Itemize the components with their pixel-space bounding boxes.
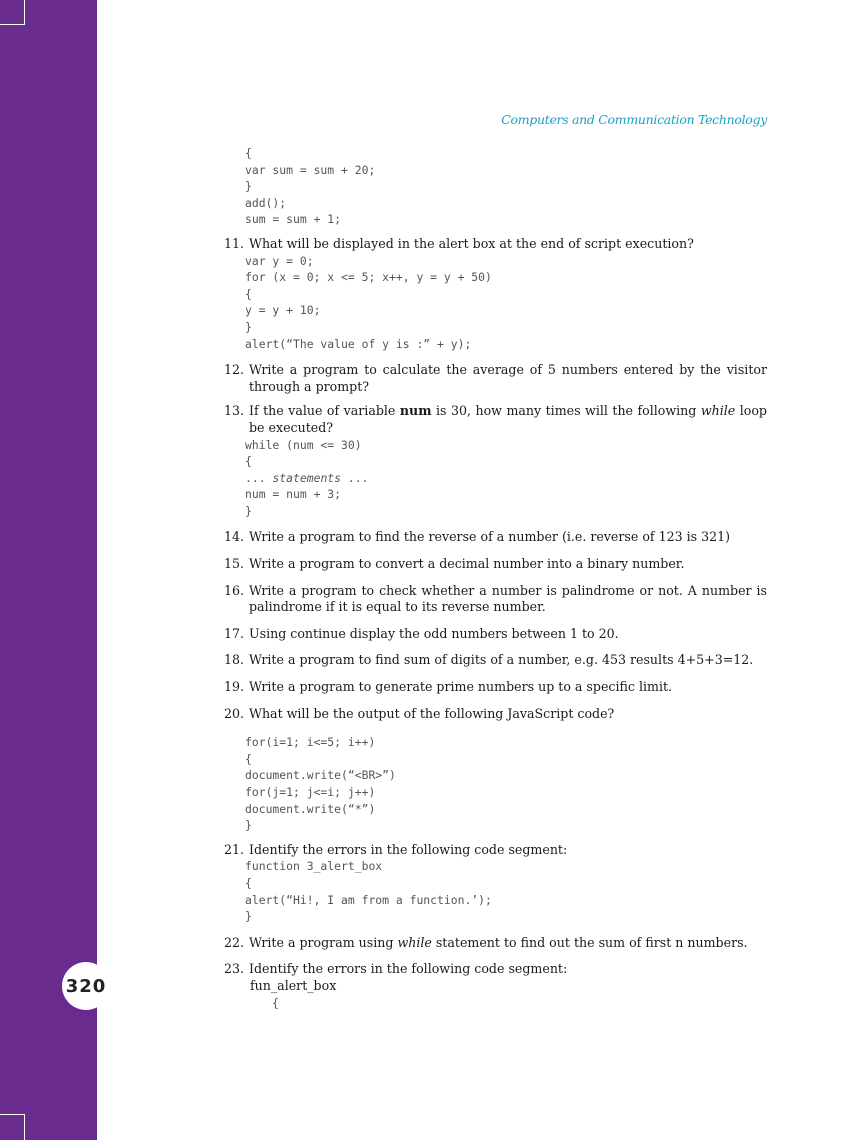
question-22 xyxy=(224,935,767,952)
question-15 xyxy=(224,556,767,573)
code-italic: statements xyxy=(272,470,342,485)
question-18 xyxy=(224,652,767,669)
question-number: 11. xyxy=(224,235,245,251)
question-text: Identify the errors in the following code segment: xyxy=(249,961,568,977)
question-number: 20. xyxy=(224,705,245,721)
text-run: loop be executed? xyxy=(249,403,767,435)
code-line: document.write(“<BR>”) xyxy=(245,768,396,783)
code-block-11 xyxy=(224,253,767,353)
code-line: for(j=1; j<=i; j++) xyxy=(245,785,376,799)
text-run: If the value of variable xyxy=(249,403,400,419)
question-text: What will be the output of the following JavaScript code? xyxy=(249,705,615,721)
code-line: num = num + 3; xyxy=(245,487,342,502)
code-line: for(i=1; i<=5; i++) xyxy=(245,735,376,750)
question-number: 15. xyxy=(224,556,245,572)
running-header: Computers and Communication Technology xyxy=(501,112,767,127)
code-line: { xyxy=(245,286,252,301)
code-line: for (x = 0; x <= 5; x++, y = y + 50) xyxy=(245,270,492,285)
text-run: Write a program using xyxy=(249,934,398,950)
code-line: { xyxy=(245,454,252,469)
question-text: Write a program to generate prime numbers up to a specific limit. xyxy=(249,679,673,695)
question-text xyxy=(249,935,767,952)
code-line: alert(“The value of y is :” + y); xyxy=(245,336,472,351)
question-21 xyxy=(224,842,767,859)
bold-term: num xyxy=(399,403,432,419)
code-line-brace: { xyxy=(272,995,279,1010)
code-block-13 xyxy=(224,437,767,520)
code-line: add(); xyxy=(245,195,287,210)
code-block-20 xyxy=(224,734,767,834)
question-16 xyxy=(224,583,767,616)
question-text: Write a program to check whether a number is palindrome or not. A number is palindrome if it is equal to its reverse number. xyxy=(249,582,767,615)
question-23 xyxy=(224,961,767,978)
code-line: function 3_alert_box xyxy=(245,859,383,874)
question-number: 17. xyxy=(224,625,245,641)
text-run: is 30, how many times will the following xyxy=(431,403,701,419)
italic-term: while xyxy=(700,403,736,419)
crop-mark-bottom xyxy=(0,1114,25,1141)
question-text: Write a program to convert a decimal number into a binary number. xyxy=(249,556,685,572)
question-number: 21. xyxy=(224,841,245,857)
question-text: Write a program to calculate the average of 5 numbers entered by the visitor through a prompt? xyxy=(249,362,767,394)
code-line-plain: fun_alert_box xyxy=(250,977,337,993)
question-text: Write a program to find the reverse of a number (i.e. reverse of 123 is 321) xyxy=(249,529,731,545)
question-text: Using continue display the odd numbers between 1 to 20. xyxy=(249,625,619,641)
code-block-top xyxy=(224,145,767,228)
crop-mark-top xyxy=(0,0,25,25)
code-line: { xyxy=(245,875,252,890)
code-line: alert(“Hi!, I am from a function.’); xyxy=(245,892,492,907)
code-line: var sum = sum + 20; xyxy=(245,162,376,177)
page-number-badge xyxy=(62,962,110,1010)
question-number: 18. xyxy=(224,652,245,668)
code-line: } xyxy=(245,503,252,518)
code-line: document.write(“*”) xyxy=(245,801,376,816)
page-content xyxy=(224,145,767,1011)
code-line: var y = 0; xyxy=(245,253,314,268)
code-line: } xyxy=(245,319,252,334)
question-19 xyxy=(224,679,767,696)
question-number: 23. xyxy=(224,961,245,977)
question-13 xyxy=(224,403,767,436)
code-line xyxy=(245,470,767,487)
question-number: 12. xyxy=(224,362,245,378)
code-line: { xyxy=(245,751,252,766)
code-text: ... xyxy=(341,470,369,485)
italic-term: while xyxy=(397,934,432,950)
code-line: } xyxy=(245,179,252,194)
question-number: 13. xyxy=(224,403,245,419)
spacer xyxy=(224,722,767,734)
question-12 xyxy=(224,362,767,395)
code-text: ... xyxy=(245,470,273,485)
code-block-21 xyxy=(224,858,767,924)
question-14 xyxy=(224,529,767,546)
page-number: 320 xyxy=(65,975,107,997)
code-line: y = y + 10; xyxy=(245,303,321,318)
text-run: statement to find out the sum of first n numbers. xyxy=(431,934,748,950)
code-line: sum = sum + 1; xyxy=(245,212,342,227)
question-number: 22. xyxy=(224,934,245,950)
question-11 xyxy=(224,236,767,253)
question-20 xyxy=(224,706,767,723)
question-17 xyxy=(224,626,767,643)
question-text: Write a program to find sum of digits of a number, e.g. 453 results 4+5+3=12. xyxy=(249,652,754,668)
question-text: Identify the errors in the following code segment: xyxy=(249,841,568,857)
question-number: 16. xyxy=(224,582,245,598)
question-text xyxy=(249,403,767,436)
code-line: { xyxy=(245,146,252,160)
question-number: 19. xyxy=(224,679,245,695)
code-line: } xyxy=(245,909,252,924)
code-line: } xyxy=(245,818,252,833)
question-text: What will be displayed in the alert box at the end of script execution? xyxy=(249,235,694,251)
code-line: while (num <= 30) xyxy=(245,437,362,452)
question-number: 14. xyxy=(224,529,245,545)
